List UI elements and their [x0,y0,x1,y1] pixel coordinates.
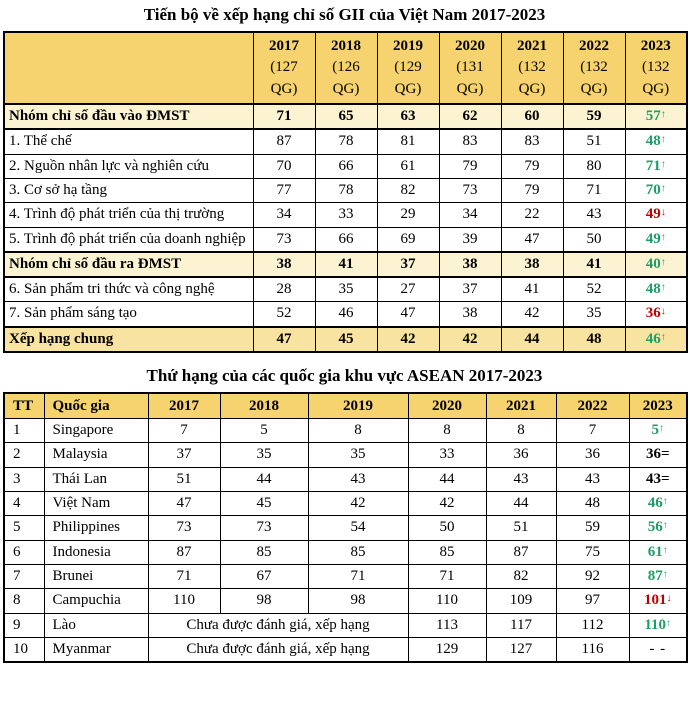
rank-value: 83 [501,129,563,154]
rank-2023-number: 5 [651,422,659,439]
rank-value: 71 [563,178,625,202]
rank-value: 48 [563,327,625,352]
rank-2023-number: 101 [643,592,667,609]
gii-table-title: Tiến bộ về xếp hạng chỉ số GII của Việt Nam 2017-2023 [143,5,546,24]
rank-value: 117 [486,613,556,637]
rank-value: 54 [308,516,408,540]
rank-value: 45 [315,327,377,352]
up-arrow-icon: ↑ [660,182,666,194]
rank-value: 78 [315,129,377,154]
table-row [4,443,687,467]
year-label: 2023 [640,38,671,55]
table-row [4,589,687,613]
year-label: 2022 [579,38,609,55]
country-name: Singapore [44,419,148,443]
year-column-header: 2018 [220,393,308,419]
rank-value: 41 [563,252,625,277]
year-column-header [501,32,563,104]
up-arrow-icon: ↑ [666,617,672,629]
rank-value: 129 [408,637,486,662]
row-label: 3. Cơ sở hạ tầng [4,178,253,202]
rank-value: 51 [486,516,556,540]
up-arrow-icon: ↑ [660,158,666,170]
rank-2023-value [629,443,687,467]
up-arrow-icon: ↑ [660,256,666,268]
rank-value: 87 [148,540,220,564]
rank-value: 44 [220,467,308,491]
rank-value: 8 [486,419,556,443]
rank-2023-value [629,564,687,588]
equals-mark: = [660,470,670,487]
rank-value: 37 [439,277,501,302]
rank-value: 85 [308,540,408,564]
rank-2023-number: 48 [645,133,661,150]
table-row [4,419,687,443]
table-row [4,492,687,516]
rank-2023-number: 71 [645,157,661,174]
row-number: 1 [4,419,44,443]
gii-table-header [4,32,687,104]
rank-value: 63 [377,104,439,129]
row-number: 8 [4,589,44,613]
year-column-header [315,32,377,104]
country-name: Indonesia [44,540,148,564]
country-name: Thái Lan [44,467,148,491]
equals-mark: = [660,446,670,463]
country-name: Lào [44,613,148,637]
rank-value: 67 [220,564,308,588]
year-column-header: 2022 [556,393,629,419]
up-arrow-icon: ↑ [662,496,668,507]
rank-2023-value [625,104,687,129]
rank-value: 52 [253,302,315,327]
rank-2023-value [625,302,687,327]
rank-2023-value [629,516,687,540]
rank-value: 110 [408,589,486,613]
corner-cell [4,32,253,104]
rank-value: 37 [377,252,439,277]
up-arrow-icon: ↑ [658,423,665,435]
rank-value: 65 [315,104,377,129]
down-arrow-icon: ↓ [660,306,666,318]
not-ranked-note: Chưa được đánh giá, xếp hạng [148,637,408,662]
rank-2023-value [625,154,687,178]
up-arrow-icon: ↑ [660,231,666,243]
rank-value: 97 [556,589,629,613]
not-ranked-note: Chưa được đánh giá, xếp hạng [148,613,408,637]
rank-value: 112 [556,613,629,637]
countries-count-label: (127 QG) [270,59,298,97]
row-number: 6 [4,540,44,564]
rank-value: 71 [308,564,408,588]
rank-2023-value [625,227,687,252]
year-column-header: 2017 [148,393,220,419]
up-arrow-icon: ↑ [662,544,668,556]
rank-value: 7 [556,419,629,443]
rank-value: 34 [253,203,315,227]
rank-2023-number: 56 [647,519,663,536]
row-number: 5 [4,516,44,540]
row-label: Xếp hạng chung [4,327,253,352]
rank-value: 81 [377,129,439,154]
year-column-header [377,32,439,104]
rank-value: 34 [439,203,501,227]
year-label: 2021 [517,38,547,55]
rank-value: 73 [253,227,315,252]
year-column-header: 2019 [308,393,408,419]
rank-value: 7 [148,419,220,443]
rank-value: 28 [253,277,315,302]
rank-value: 60 [501,104,563,129]
rank-value: 47 [501,227,563,252]
year-column-header [563,32,625,104]
rank-value: 44 [408,467,486,491]
asean-table-title: Thứ hạng của các quốc gia khu vực ASEAN 2017-2023 [146,366,543,386]
table-row [4,178,687,202]
rank-value: 79 [501,178,563,202]
rank-value: 44 [501,327,563,352]
rank-2023-number: 48 [645,281,661,298]
rank-value: 79 [501,154,563,178]
rank-value: 36 [486,443,556,467]
table-row [4,327,687,352]
countries-count-label: (132 QG) [518,59,546,97]
up-arrow-icon: ↑ [660,282,666,294]
rank-value: 75 [556,540,629,564]
rank-value: 42 [377,327,439,352]
rank-value: 36 [556,443,629,467]
table-row [4,564,687,588]
rank-2023-value [629,613,687,637]
country-name: Việt Nam [44,492,148,516]
rank-value: 87 [253,129,315,154]
table-row [4,467,687,491]
rank-value: 22 [501,203,563,227]
rank-2023-number: 40 [645,255,661,272]
rank-value: 85 [408,540,486,564]
rank-value: 42 [501,302,563,327]
rank-value: 47 [377,302,439,327]
rank-value: 51 [148,467,220,491]
rank-value: 38 [501,252,563,277]
rank-value: 62 [439,104,501,129]
rank-value: 70 [253,154,315,178]
rank-2023-value [625,277,687,302]
rank-2023-number: 110 [644,616,667,633]
rank-value: 38 [253,252,315,277]
table-row [4,227,687,252]
country-name: Myanmar [44,637,148,662]
rank-value: 43 [486,467,556,491]
rank-2023-value [625,129,687,154]
up-arrow-icon: ↑ [660,109,666,121]
rank-value: 46 [315,302,377,327]
rank-2023-number: 43 [645,470,661,487]
rank-value: 38 [439,302,501,327]
countries-count-label: (131 QG) [456,59,484,97]
rank-value: 80 [563,154,625,178]
table-row [4,540,687,564]
table-row [4,277,687,302]
rank-2023-value [629,492,687,516]
row-number: 10 [4,637,44,662]
rank-value: 41 [315,252,377,277]
country-name: Malaysia [44,443,148,467]
rank-value: 116 [556,637,629,662]
asean-table-header [4,393,687,419]
rank-value: 48 [556,492,629,516]
rank-value: 35 [563,302,625,327]
down-arrow-icon: ↓ [660,207,666,219]
rank-value: 66 [315,227,377,252]
asean-header-row [4,393,687,419]
year-label: 2017 [269,38,299,55]
rank-value: 44 [486,492,556,516]
table-row [4,516,687,540]
rank-value: 71 [253,104,315,129]
rank-value: 87 [486,540,556,564]
year-column-header: 2021 [486,393,556,419]
rank-value: 85 [220,540,308,564]
rank-value: 52 [563,277,625,302]
rank-value: 47 [253,327,315,352]
down-arrow-icon: ↓ [666,593,672,605]
rank-value: 127 [486,637,556,662]
asean-table-body [4,419,687,662]
rank-value: 29 [377,203,439,227]
year-label: 2018 [331,38,361,55]
table-row [4,302,687,327]
rank-2023-number: 36 [645,305,661,322]
rank-2023-value [629,589,687,613]
gii-progress-table [3,31,688,353]
row-label: 1. Thể chế [4,129,253,154]
rank-value: 35 [315,277,377,302]
rank-value: 50 [563,227,625,252]
rank-value: 43 [556,467,629,491]
year-column-header: 2023 [629,393,687,419]
rank-value: 42 [408,492,486,516]
row-label: Nhóm chỉ số đầu ra ĐMST [4,252,253,277]
rank-value: 8 [308,419,408,443]
rank-value: 82 [377,178,439,202]
rank-2023-number: 87 [647,567,663,584]
up-arrow-icon: ↑ [660,331,666,343]
year-column-header [253,32,315,104]
row-label: Nhóm chỉ số đầu vào ĐMST [4,104,253,129]
year-column-header: 2020 [408,393,486,419]
rank-value: 35 [308,443,408,467]
rank-value: 43 [563,203,625,227]
tt-column-header: TT [4,393,44,419]
row-number: 9 [4,613,44,637]
year-label: 2020 [455,38,485,55]
rank-value: 71 [408,564,486,588]
table-row [4,129,687,154]
countries-count-label: (132 QG) [642,59,670,97]
rank-2023-number: 36 [645,446,661,463]
rank-value: 113 [408,613,486,637]
rank-value: 27 [377,277,439,302]
rank-value: 61 [377,154,439,178]
rank-value: 66 [315,154,377,178]
table-row [4,252,687,277]
year-label: 2019 [393,38,423,55]
rank-value: 33 [408,443,486,467]
rank-value: 73 [148,516,220,540]
rank-value: 33 [315,203,377,227]
rank-value: 8 [408,419,486,443]
rank-value: 83 [439,129,501,154]
row-label: 4. Trình độ phát triển của thị trường [4,203,253,227]
table-row [4,637,687,662]
year-column-header [625,32,687,104]
rank-value: 38 [439,252,501,277]
gii-table-body [4,104,687,352]
row-label: 7. Sản phẩm sáng tạo [4,302,253,327]
row-number: 3 [4,467,44,491]
rank-2023-value [625,252,687,277]
rank-value: 39 [439,227,501,252]
gii-header-row [4,32,687,104]
rank-value: 59 [563,104,625,129]
row-label: 5. Trình độ phát triển của doanh nghiệp [4,227,253,252]
rank-value: 59 [556,516,629,540]
rank-value: 50 [408,516,486,540]
rank-value: 73 [439,178,501,202]
rank-2023-number: 46 [647,495,663,512]
rank-value: 42 [308,492,408,516]
rank-2023-value [629,637,687,662]
rank-2023-value [625,203,687,227]
rank-value: 35 [220,443,308,467]
rank-2023-value [629,467,687,491]
rank-2023-number: 49 [645,230,661,247]
rank-2023-number: - - [649,640,667,657]
table-row [4,203,687,227]
rank-value: 73 [220,516,308,540]
rank-value: 79 [439,154,501,178]
rank-value: 109 [486,589,556,613]
up-arrow-icon: ↑ [662,568,668,580]
rank-value: 78 [315,178,377,202]
row-number: 7 [4,564,44,588]
rank-value: 51 [563,129,625,154]
rank-value: 5 [220,419,308,443]
rank-value: 43 [308,467,408,491]
row-label: 2. Nguồn nhân lực và nghiên cứu [4,154,253,178]
rank-value: 92 [556,564,629,588]
row-label: 6. Sản phẩm tri thức và công nghệ [4,277,253,302]
rank-2023-number: 61 [647,543,663,560]
rank-value: 71 [148,564,220,588]
rank-2023-value [629,419,687,443]
rank-value: 110 [148,589,220,613]
table-row [4,613,687,637]
country-name: Philippines [44,516,148,540]
rank-value: 41 [501,277,563,302]
table-row [4,154,687,178]
rank-value: 69 [377,227,439,252]
country-name: Brunei [44,564,148,588]
up-arrow-icon: ↑ [660,134,666,146]
countries-count-label: (126 QG) [332,59,360,97]
row-number: 4 [4,492,44,516]
rank-value: 37 [148,443,220,467]
rank-2023-number: 46 [645,330,661,347]
rank-value: 45 [220,492,308,516]
asean-ranking-table [3,392,688,663]
rank-value: 98 [220,589,308,613]
row-number: 2 [4,443,44,467]
rank-2023-number: 57 [645,108,661,125]
rank-value: 47 [148,492,220,516]
country-name: Campuchia [44,589,148,613]
year-column-header [439,32,501,104]
rank-value: 82 [486,564,556,588]
rank-2023-value [629,540,687,564]
rank-2023-value [625,327,687,352]
country-column-header: Quốc gia [44,393,148,419]
rank-value: 77 [253,178,315,202]
up-arrow-icon: ↑ [662,520,668,532]
rank-value: 98 [308,589,408,613]
rank-2023-number: 70 [645,181,661,198]
table-row [4,104,687,129]
rank-2023-value [625,178,687,202]
rank-2023-number: 49 [645,206,661,223]
countries-count-label: (129 QG) [394,59,422,97]
countries-count-label: (132 QG) [580,59,608,97]
rank-value: 42 [439,327,501,352]
